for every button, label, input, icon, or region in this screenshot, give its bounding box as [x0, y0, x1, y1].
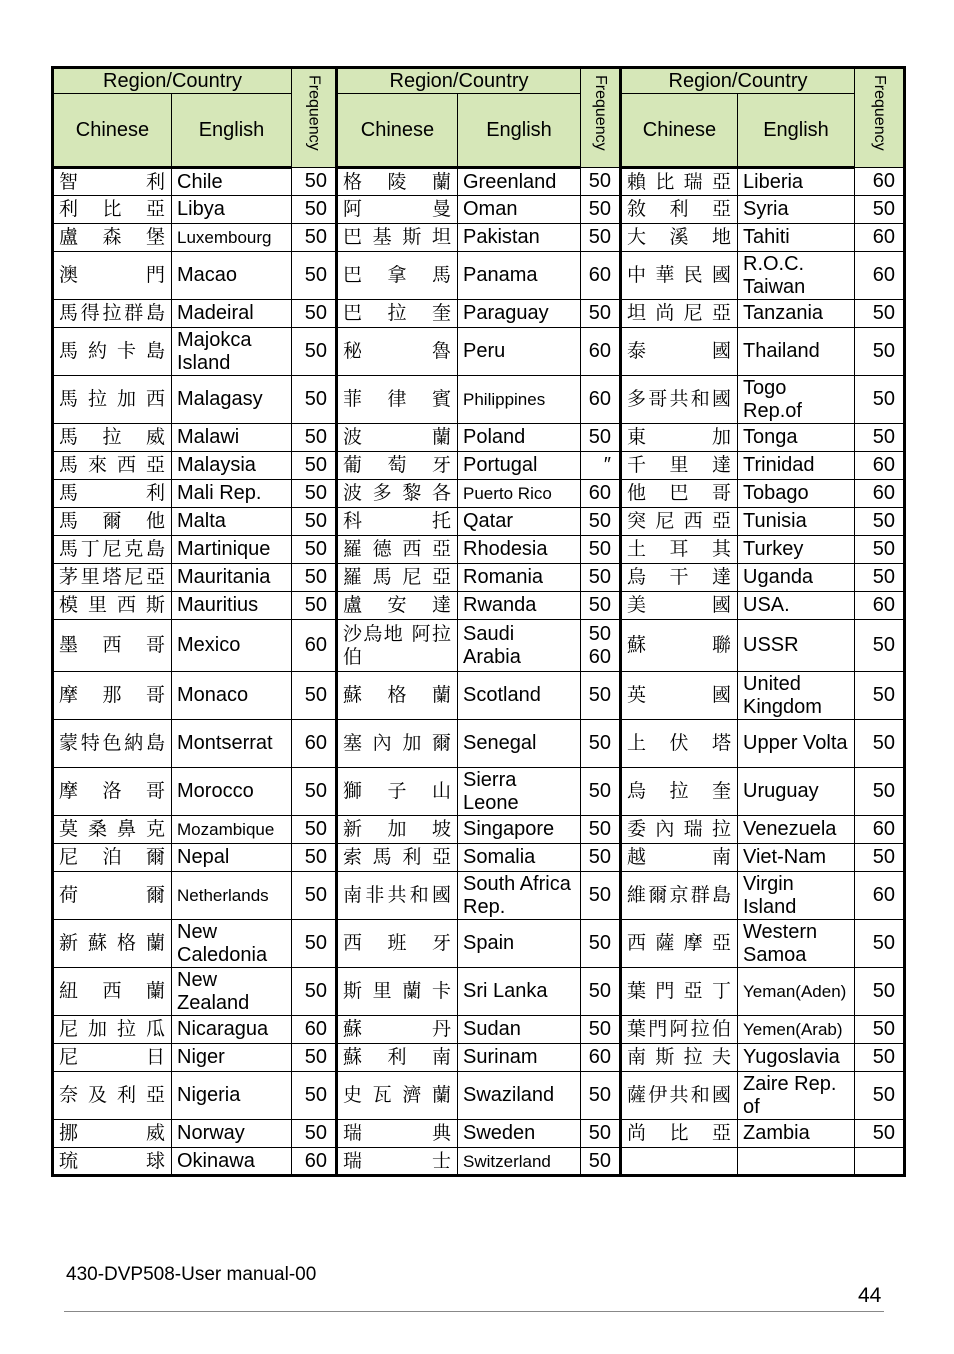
header-region-country: Region/Country [621, 68, 855, 94]
english-name: Upper Volta [738, 720, 855, 768]
chinese-name: 科托 [337, 508, 458, 536]
english-name: Puerto Rico [458, 480, 581, 508]
english-name: Yeman(Aden) [738, 968, 855, 1016]
frequency-value: 50 [292, 1072, 337, 1120]
chinese-name: 賴比瑞亞 [621, 168, 738, 196]
frequency-value: 50 [292, 452, 337, 480]
header-chinese: Chinese [53, 94, 172, 168]
english-name: Panama [458, 252, 581, 300]
chinese-name: 秘魯 [337, 328, 458, 376]
english-name: Macao [172, 252, 292, 300]
english-name: Togo Rep.of [738, 376, 855, 424]
english-name: Paraguay [458, 300, 581, 328]
english-name: Somalia [458, 844, 581, 872]
frequency-value: 60 [855, 252, 905, 300]
chinese-name: 利比亞 [53, 196, 172, 224]
chinese-name: 摩那哥 [53, 672, 172, 720]
header-english: English [738, 94, 855, 168]
english-name: Venezuela [738, 816, 855, 844]
chinese-name: 獅子山 [337, 768, 458, 816]
frequency-value: 50 [581, 1016, 621, 1044]
chinese-name: 智利 [53, 168, 172, 196]
frequency-value: 50 [855, 768, 905, 816]
chinese-name: 巴拿馬 [337, 252, 458, 300]
header-chinese: Chinese [337, 94, 458, 168]
english-name: Okinawa [172, 1148, 292, 1176]
chinese-name: 尚比亞 [621, 1120, 738, 1148]
english-name: Sri Lanka [458, 968, 581, 1016]
chinese-name: 斯里蘭卡 [337, 968, 458, 1016]
chinese-name: 東加 [621, 424, 738, 452]
table-row [53, 968, 905, 1016]
chinese-name: 琉球 [53, 1148, 172, 1176]
frequency-value: 60 [292, 1016, 337, 1044]
chinese-name: 馬約卡島 [53, 328, 172, 376]
table-row [53, 1044, 905, 1072]
table-row [53, 328, 905, 376]
english-name: Spain [458, 920, 581, 968]
chinese-name: 英國 [621, 672, 738, 720]
chinese-name: 挪威 [53, 1120, 172, 1148]
english-name: Malta [172, 508, 292, 536]
frequency-value: 50 [292, 844, 337, 872]
chinese-name: 多哥共和國 [621, 376, 738, 424]
chinese-name: 泰國 [621, 328, 738, 376]
chinese-name: 紐西蘭 [53, 968, 172, 1016]
frequency-value: 50 [581, 424, 621, 452]
frequency-value: 50 [292, 536, 337, 564]
frequency-value: 60 [855, 872, 905, 920]
english-name: Nepal [172, 844, 292, 872]
frequency-value: 50 [581, 1072, 621, 1120]
chinese-name: 盧森堡 [53, 224, 172, 252]
frequency-value: 50 [581, 536, 621, 564]
english-name: Mozambique [172, 816, 292, 844]
chinese-name: 馬爾他 [53, 508, 172, 536]
chinese-name: 烏干達 [621, 564, 738, 592]
table-row [53, 872, 905, 920]
frequency-value: 60 [292, 620, 337, 672]
english-name: Oman [458, 196, 581, 224]
english-name: Uruguay [738, 768, 855, 816]
english-name: Malaysia [172, 452, 292, 480]
chinese-name: 沙烏地 阿拉伯 [337, 620, 458, 672]
frequency-value: 50 [292, 480, 337, 508]
frequency-value: 60 [855, 816, 905, 844]
english-name: Yemen(Arab) [738, 1016, 855, 1044]
chinese-name: 巴基斯坦 [337, 224, 458, 252]
frequency-value: 60 [855, 592, 905, 620]
chinese-name: 南斯拉夫 [621, 1044, 738, 1072]
chinese-name: 羅德西亞 [337, 536, 458, 564]
chinese-name: 馬丁尼克島 [53, 536, 172, 564]
chinese-name: 上伏塔 [621, 720, 738, 768]
english-name: New Zealand [172, 968, 292, 1016]
chinese-name: 馬得拉群島 [53, 300, 172, 328]
frequency-value: 50 [855, 968, 905, 1016]
chinese-name: 蘇丹 [337, 1016, 458, 1044]
frequency-value: 50 [581, 1120, 621, 1148]
frequency-value: 50 [855, 508, 905, 536]
chinese-name: 葉門亞丁 [621, 968, 738, 1016]
frequency-value: 60 [581, 328, 621, 376]
chinese-name: 馬來西亞 [53, 452, 172, 480]
chinese-name: 馬利 [53, 480, 172, 508]
chinese-name: 澳門 [53, 252, 172, 300]
frequency-value: 50 [292, 252, 337, 300]
frequency-value: 50 [292, 816, 337, 844]
table-row [53, 620, 905, 672]
frequency-value: ″ [581, 452, 621, 480]
table-row [53, 672, 905, 720]
chinese-name: 瑞典 [337, 1120, 458, 1148]
english-name: USSR [738, 620, 855, 672]
english-name: Saudi Arabia [458, 620, 581, 672]
chinese-name: 馬拉加西 [53, 376, 172, 424]
english-name: Morocco [172, 768, 292, 816]
frequency-value: 50 [292, 564, 337, 592]
chinese-name: 薩伊共和國 [621, 1072, 738, 1120]
frequency-value: 50 [581, 720, 621, 768]
frequency-value: 50 [292, 872, 337, 920]
english-name: USA. [738, 592, 855, 620]
table-row [53, 300, 905, 328]
frequency-value: 50 [855, 672, 905, 720]
english-name: Western Samoa [738, 920, 855, 968]
chinese-name: 他巴哥 [621, 480, 738, 508]
table-row [53, 844, 905, 872]
table-row [53, 1072, 905, 1120]
frequency-value: 60 [581, 376, 621, 424]
chinese-name: 墨西哥 [53, 620, 172, 672]
frequency-value: 50 [581, 968, 621, 1016]
chinese-name: 莫桑鼻克 [53, 816, 172, 844]
english-name: Philippines [458, 376, 581, 424]
frequency-value: 50 [581, 672, 621, 720]
frequency-value: 50 [581, 196, 621, 224]
frequency-value [855, 1148, 905, 1176]
chinese-name: 羅馬尼亞 [337, 564, 458, 592]
chinese-name: 新加坡 [337, 816, 458, 844]
header-frequency: Frequency [855, 68, 905, 168]
frequency-value: 50 [292, 592, 337, 620]
frequency-value: 50 [292, 424, 337, 452]
english-name: Norway [172, 1120, 292, 1148]
chinese-name: 千里達 [621, 452, 738, 480]
frequency-value: 50 [855, 376, 905, 424]
english-name: Luxembourg [172, 224, 292, 252]
english-name: Mali Rep. [172, 480, 292, 508]
chinese-name: 塞內加爾 [337, 720, 458, 768]
english-name: Tunisia [738, 508, 855, 536]
chinese-name: 委內瑞拉 [621, 816, 738, 844]
frequency-value: 50 [292, 508, 337, 536]
table-row [53, 536, 905, 564]
chinese-name: 葡萄牙 [337, 452, 458, 480]
english-name: Zambia [738, 1120, 855, 1148]
frequency-value: 60 [581, 1044, 621, 1072]
english-name: Qatar [458, 508, 581, 536]
english-name: Nicaragua [172, 1016, 292, 1044]
table-row [53, 1148, 905, 1176]
english-name: Trinidad [738, 452, 855, 480]
table-row [53, 224, 905, 252]
chinese-name: 西薩摩亞 [621, 920, 738, 968]
header-frequency: Frequency [581, 68, 621, 168]
chinese-name: 葉門阿拉伯 [621, 1016, 738, 1044]
frequency-value: 50 [581, 844, 621, 872]
chinese-name: 波蘭 [337, 424, 458, 452]
chinese-name: 茅里塔尼亞 [53, 564, 172, 592]
frequency-value: 50 [855, 196, 905, 224]
chinese-name: 奈及利亞 [53, 1072, 172, 1120]
chinese-name: 荷爾 [53, 872, 172, 920]
english-name: Scotland [458, 672, 581, 720]
frequency-value: 50 [855, 424, 905, 452]
english-name: Turkey [738, 536, 855, 564]
table-row [53, 816, 905, 844]
header-region-country: Region/Country [337, 68, 581, 94]
frequency-value: 60 [292, 720, 337, 768]
chinese-name: 大溪地 [621, 224, 738, 252]
english-name: Libya [172, 196, 292, 224]
chinese-name: 蘇格蘭 [337, 672, 458, 720]
english-name: Yugoslavia [738, 1044, 855, 1072]
table-row [53, 196, 905, 224]
frequency-value: 50 [855, 844, 905, 872]
frequency-value: 60 [581, 480, 621, 508]
frequency-value: 50 [581, 872, 621, 920]
english-name: South Africa Rep. [458, 872, 581, 920]
frequency-value: 50 [581, 592, 621, 620]
frequency-value: 50 [292, 968, 337, 1016]
table-row [53, 252, 905, 300]
frequency-value: 50 [581, 224, 621, 252]
frequency-value: 50 [292, 1044, 337, 1072]
table-row [53, 920, 905, 968]
frequency-value: 50 [581, 508, 621, 536]
chinese-name: 波多黎各 [337, 480, 458, 508]
document-id: 430-DVP508-User manual-00 [66, 1264, 317, 1285]
english-name: Tahiti [738, 224, 855, 252]
table-row [53, 768, 905, 816]
chinese-name: 索馬利亞 [337, 844, 458, 872]
frequency-value: 50 [292, 168, 337, 196]
chinese-name: 尼加拉瓜 [53, 1016, 172, 1044]
frequency-value: 50 [855, 920, 905, 968]
frequency-value: 50 [292, 196, 337, 224]
frequency-value: 50 [292, 1120, 337, 1148]
english-name: Mauritania [172, 564, 292, 592]
english-name: Peru [458, 328, 581, 376]
english-name: Mexico [172, 620, 292, 672]
frequency-value: 60 [581, 252, 621, 300]
english-name: Rhodesia [458, 536, 581, 564]
english-name: Sierra Leone [458, 768, 581, 816]
chinese-name: 馬拉威 [53, 424, 172, 452]
chinese-name: 尼日 [53, 1044, 172, 1072]
frequency-value: 50 [855, 564, 905, 592]
english-name: New Caledonia [172, 920, 292, 968]
english-name: R.O.C. Taiwan [738, 252, 855, 300]
frequency-value: 50 [855, 620, 905, 672]
chinese-name: 美國 [621, 592, 738, 620]
english-name: Romania [458, 564, 581, 592]
frequency-value: 50 [581, 816, 621, 844]
table-row [53, 720, 905, 768]
english-name: Senegal [458, 720, 581, 768]
frequency-value: 50 [581, 564, 621, 592]
chinese-name: 尼泊爾 [53, 844, 172, 872]
chinese-name: 瑞士 [337, 1148, 458, 1176]
header-region-country: Region/Country [53, 68, 292, 94]
header-chinese: Chinese [621, 94, 738, 168]
english-name: Nigeria [172, 1072, 292, 1120]
english-name: Singapore [458, 816, 581, 844]
english-name: Majokca Island [172, 328, 292, 376]
table-row [53, 424, 905, 452]
frequency-value: 50 [292, 376, 337, 424]
table-row [53, 1120, 905, 1148]
header-frequency: Frequency [292, 68, 337, 168]
frequency-value: 50 [292, 300, 337, 328]
frequency-value: 50 [855, 1016, 905, 1044]
chinese-name: 蘇聯 [621, 620, 738, 672]
chinese-name: 南非共和國 [337, 872, 458, 920]
chinese-name: 敘利亞 [621, 196, 738, 224]
table-row [53, 592, 905, 620]
chinese-name: 中華民國 [621, 252, 738, 300]
english-name: Pakistan [458, 224, 581, 252]
frequency-value: 60 [855, 168, 905, 196]
frequency-value: 50 [292, 672, 337, 720]
english-name: Switzerland [458, 1148, 581, 1176]
table-row [53, 168, 905, 196]
chinese-name: 蒙特色納島 [53, 720, 172, 768]
english-name: Rwanda [458, 592, 581, 620]
frequency-value: 50 [855, 328, 905, 376]
english-name: United Kingdom [738, 672, 855, 720]
chinese-name: 烏拉奎 [621, 768, 738, 816]
frequency-value: 50 [581, 768, 621, 816]
frequency-value: 50 [292, 768, 337, 816]
english-name: Uganda [738, 564, 855, 592]
table-row [53, 508, 905, 536]
english-name: Tanzania [738, 300, 855, 328]
chinese-name: 越南 [621, 844, 738, 872]
chinese-name: 史瓦濟蘭 [337, 1072, 458, 1120]
frequency-value: 50 [855, 300, 905, 328]
english-name: Swaziland [458, 1072, 581, 1120]
frequency-value: 50 [855, 1044, 905, 1072]
chinese-name: 模里西斯 [53, 592, 172, 620]
english-name: Malagasy [172, 376, 292, 424]
english-name: Mauritius [172, 592, 292, 620]
english-name: Martinique [172, 536, 292, 564]
frequency-table [51, 66, 906, 1177]
chinese-name: 摩洛哥 [53, 768, 172, 816]
chinese-name: 新蘇格蘭 [53, 920, 172, 968]
english-name: Malawi [172, 424, 292, 452]
header-english: English [458, 94, 581, 168]
table-row [53, 1016, 905, 1044]
chinese-name: 西班牙 [337, 920, 458, 968]
english-name: Thailand [738, 328, 855, 376]
header-english: English [172, 94, 292, 168]
chinese-name: 坦尚尼亞 [621, 300, 738, 328]
chinese-name: 突尼西亞 [621, 508, 738, 536]
chinese-name: 巴拉奎 [337, 300, 458, 328]
english-name: Surinam [458, 1044, 581, 1072]
english-name: Greenland [458, 168, 581, 196]
english-name: Virgin Island [738, 872, 855, 920]
chinese-name [621, 1148, 738, 1176]
frequency-value: 50 [292, 920, 337, 968]
frequency-value: 50 [855, 536, 905, 564]
english-name [738, 1148, 855, 1176]
english-name: Sweden [458, 1120, 581, 1148]
frequency-value: 60 [855, 480, 905, 508]
frequency-value: 50 [855, 1072, 905, 1120]
english-name: Monaco [172, 672, 292, 720]
english-name: Zaire Rep. of [738, 1072, 855, 1120]
chinese-name: 阿曼 [337, 196, 458, 224]
frequency-value: 50 [855, 1120, 905, 1148]
chinese-name: 格陵蘭 [337, 168, 458, 196]
english-name: Portugal [458, 452, 581, 480]
english-name: Tonga [738, 424, 855, 452]
frequency-value: 60 [292, 1148, 337, 1176]
chinese-name: 土耳其 [621, 536, 738, 564]
frequency-value: 50 [581, 168, 621, 196]
table-row [53, 480, 905, 508]
frequency-value: 50 [292, 224, 337, 252]
frequency-value: 50 [581, 1148, 621, 1176]
chinese-name: 蘇利南 [337, 1044, 458, 1072]
english-name: Netherlands [172, 872, 292, 920]
english-name: Sudan [458, 1016, 581, 1044]
english-name: Poland [458, 424, 581, 452]
frequency-value: 50 [855, 720, 905, 768]
frequency-value: 60 [855, 224, 905, 252]
frequency-value: 50 [292, 328, 337, 376]
english-name: Montserrat [172, 720, 292, 768]
english-name: Niger [172, 1044, 292, 1072]
english-name: Liberia [738, 168, 855, 196]
frequency-value: 50 [581, 920, 621, 968]
chinese-name: 維爾京群島 [621, 872, 738, 920]
english-name: Chile [172, 168, 292, 196]
english-name: Tobago [738, 480, 855, 508]
frequency-value: 60 [855, 452, 905, 480]
frequency-value: 50 [581, 300, 621, 328]
english-name: Syria [738, 196, 855, 224]
english-name: Madeiral [172, 300, 292, 328]
page-number: 44 [858, 1284, 882, 1307]
table-row [53, 376, 905, 424]
chinese-name: 菲律賓 [337, 376, 458, 424]
chinese-name: 盧安達 [337, 592, 458, 620]
frequency-value: 50 60 [581, 620, 621, 672]
table-row [53, 564, 905, 592]
footer-divider [64, 1311, 884, 1312]
table-row [53, 452, 905, 480]
english-name: Viet-Nam [738, 844, 855, 872]
